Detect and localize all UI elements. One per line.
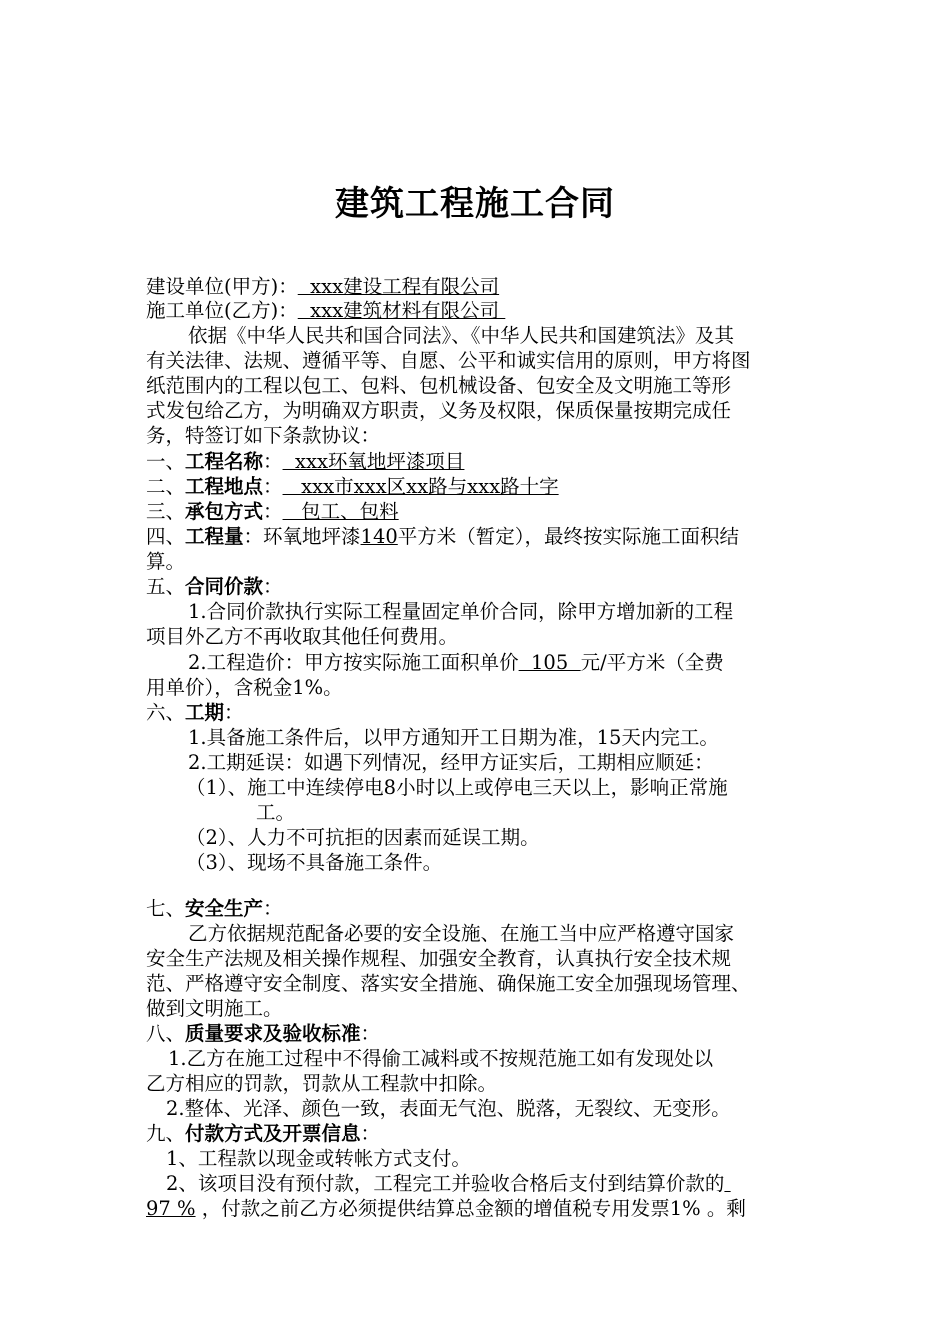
section-5-clause-2 <box>188 651 724 675</box>
section-8-heading-line <box>146 1022 380 1046</box>
party-a-label: 建设单位(甲方)： <box>146 275 298 298</box>
section-2-location <box>146 475 559 499</box>
section-6-item-2: （2）、人力不可抗拒的因素而延误工期。 <box>186 826 540 849</box>
section-5-clause-1-cont: 项目外乙方不再收取其他任何费用。 <box>146 625 459 648</box>
section-9-heading-line <box>146 1122 380 1146</box>
section-6-item-3: （3）、现场不具备施工条件。 <box>186 851 443 874</box>
preamble-line-1: 依据《中华人民共和国合同法》、《中华人民共和国建筑法》及其 <box>188 324 735 347</box>
section-9-clause-2 <box>166 1172 731 1196</box>
section-3-colon: ： <box>263 500 283 523</box>
section-1-colon: ： <box>263 450 283 473</box>
section-6-item-1: （1）、施工中连续停电8小时以上或停电三天以上，影响正常施 <box>186 776 728 799</box>
contract-mode-value: 包工、包料 <box>282 500 399 523</box>
section-4-quantity <box>146 525 739 549</box>
section-4-heading: 工程量 <box>185 525 244 548</box>
preamble-line-4: 式发包给乙方，为明确双方职责，义务及权限，保质保量按期完成任 <box>146 399 732 422</box>
section-5-heading: 合同价款 <box>185 575 264 598</box>
quantity-value: 140 <box>360 525 398 548</box>
section-9-clause-2-text: 2、该项目没有预付款，工程完工并验收合格后支付到结算价款的 <box>166 1172 725 1195</box>
section-6-number: 六、 <box>146 701 186 724</box>
section-7-colon: ： <box>263 897 283 920</box>
section-4-number: 四、 <box>146 525 186 548</box>
party-a-value: xxx建设工程有限公司 <box>297 275 500 298</box>
section-6-colon: ： <box>224 701 244 724</box>
party-b-line <box>146 299 505 323</box>
section-1-number: 一、 <box>146 450 186 473</box>
section-8-heading: 质量要求及验收标准 <box>185 1022 361 1045</box>
section-2-number: 二、 <box>146 475 186 498</box>
section-5-colon: ： <box>263 575 283 598</box>
section-3-heading: 承包方式 <box>185 500 264 523</box>
section-5-clause-2-cont: 用单价），含税金1%。 <box>146 676 343 699</box>
section-8-clause-1-cont: 乙方相应的罚款，罚款从工程款中扣除。 <box>146 1072 498 1095</box>
section-4-line-2: 算。 <box>146 550 186 573</box>
price-unit: 元/平方米（全费 <box>580 651 724 674</box>
section-9-clause-2-tail: ，付款之前乙方必须提供结算总金额的增值税专用发票1% 。剩 <box>195 1197 746 1220</box>
section-4-text-continued: 平方米（暂定），最终按实际施工面积结 <box>397 525 740 548</box>
project-name-value: xxx环氧地坪漆项目 <box>282 450 465 473</box>
section-9-clause-1: 1、工程款以现金或转帐方式支付。 <box>166 1147 471 1170</box>
preamble-line-3: 纸范围内的工程以包工、包料、包机械设备、包安全及文明施工等形 <box>146 374 732 397</box>
section-9-clause-2-cont <box>146 1197 746 1221</box>
section-1-project-name <box>146 450 464 474</box>
payment-percentage-value: 97 % <box>146 1197 196 1220</box>
section-9-number: 九、 <box>146 1122 186 1145</box>
preamble-line-5: 务，特签订如下条款协议： <box>146 424 381 447</box>
section-2-heading: 工程地点 <box>185 475 264 498</box>
payment-blank <box>724 1172 730 1195</box>
section-6-item-1-cont: 工。 <box>256 801 296 824</box>
section-2-colon: ： <box>263 475 283 498</box>
party-b-label: 施工单位(乙方)： <box>146 299 298 322</box>
document-title: 建筑工程施工合同 <box>335 184 615 224</box>
section-7-line-2: 安全生产法规及相关操作规程、加强安全教育，认真执行安全技术规 <box>146 947 732 970</box>
section-7-line-1: 乙方依据规范配备必要的安全设施、在施工当中应严格遵守国家 <box>188 922 735 945</box>
section-8-colon: ： <box>360 1022 381 1045</box>
section-6-clause-2: 2.工期延误：如遇下列情况，经甲方证实后，工期相应顺延： <box>188 751 714 774</box>
project-location-value: xxx市xxx区xx路与xxx路十字 <box>282 475 559 498</box>
section-8-number: 八、 <box>146 1022 186 1045</box>
section-5-number: 五、 <box>146 575 186 598</box>
section-3-contract-mode <box>146 500 399 524</box>
preamble-line-2: 有关法律、法规、遵循平等、自愿、公平和诚实信用的原则，甲方将图 <box>146 349 751 372</box>
section-7-heading: 安全生产 <box>185 897 264 920</box>
price-label: 2.工程造价：甲方按实际施工面积单价 <box>188 651 519 674</box>
party-a-line <box>146 275 499 299</box>
section-8-clause-1: 1.乙方在施工过程中不得偷工减料或不按规范施工如有发现处以 <box>168 1047 714 1070</box>
section-9-colon: ： <box>360 1122 381 1145</box>
unit-price-value: 105 <box>518 651 581 674</box>
section-5-clause-1: 1.合同价款执行实际工程量固定单价合同，除甲方增加新的工程 <box>188 600 734 623</box>
section-3-number: 三、 <box>146 500 186 523</box>
section-1-heading: 工程名称 <box>185 450 264 473</box>
party-b-value: xxx建筑材料有限公司 <box>297 299 506 322</box>
section-6-clause-1: 1.具备施工条件后，以甲方通知开工日期为准，15天内完工。 <box>188 726 719 749</box>
section-5-heading-line <box>146 575 283 599</box>
section-7-heading-line <box>146 897 283 921</box>
section-7-line-3: 范、严格遵守安全制度、落实安全措施、确保施工安全加强现场管理、 <box>146 972 751 995</box>
section-8-clause-2: 2.整体、光泽、颜色一致，表面无气泡、脱落，无裂纹、无变形。 <box>166 1097 731 1120</box>
section-6-heading-line <box>146 701 244 725</box>
section-4-text: ：环氧地坪漆 <box>243 525 361 548</box>
section-7-number: 七、 <box>146 897 186 920</box>
section-6-heading: 工期 <box>185 701 225 724</box>
section-7-line-4: 做到文明施工。 <box>146 997 283 1020</box>
section-9-heading: 付款方式及开票信息 <box>185 1122 361 1145</box>
